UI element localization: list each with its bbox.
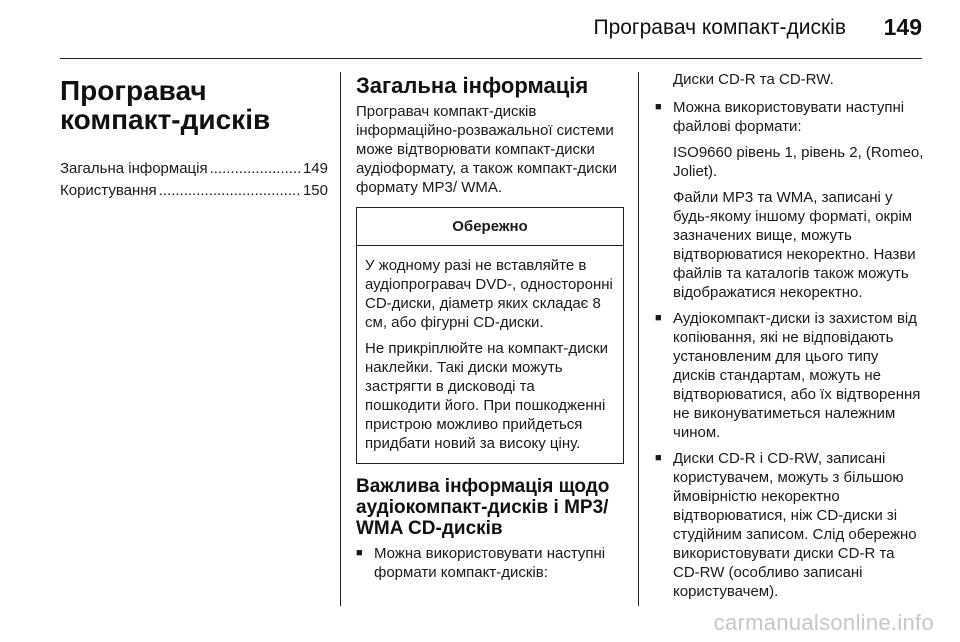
bullet-icon: ■ [655,312,662,324]
toc-item-page: 149 [302,160,328,177]
toc-item-label: Загальна інформація [60,160,208,177]
continued-text: Диски CD-R та CD-RW. [673,71,834,88]
bullet-text: Можна використовувати наступні формати компакт-дисків: [374,545,606,581]
general-info-column [356,70,624,589]
toc-item-general[interactable] [60,158,328,180]
page-number: 149 [883,14,922,40]
warning-heading: Обережно [357,208,623,246]
general-intro: Програвач компакт-дисків інформаційно-розважальної системи може відтворювати компакт-диски аудіоформату, а також компакт-диски формату MP3/ WMA. [356,103,618,196]
toc-column [60,70,328,202]
header-rule [60,58,922,59]
list-item [655,98,925,302]
bullet-text: Можна використовувати наступні файлові формати: [673,99,905,135]
watermark: carmanualsonline.info [713,610,934,635]
list-item [356,544,624,582]
column-divider-2 [638,72,639,606]
section-title-general: Загальна інформація [356,73,589,98]
toc-item-usage[interactable] [60,180,328,202]
bullet-subtext-2: Файли MP3 та WMA, записані у будь-якому іншому форматі, окрім зазначених вище, можуть відтворюватися некоректно. Назви файлів та каталогів також можуть відображатися некоректно. [673,189,916,301]
warning-paragraph-2: Не прикріплюйте на компакт-диски наклейки. Такі диски можуть застрягти в дисководі та пошкодити його. При пошкодженні пристрою можливо прийдеться придбати новий за високу ціну. [365,340,608,452]
bullet-subtext-1: ISO9660 рівень 1, рівень 2, (Romeo, Joliet). [673,144,924,180]
bullet-icon: ■ [655,101,662,113]
bullet-text: Аудіокомпакт-диски із захистом від копіювання, які не відповідають установленим для цього типу дисків стандартам, можуть не відтворюватися, або їх відтворення не виконуватиметься належним чином. [673,310,921,441]
bullet-icon: ■ [655,452,662,464]
formats-column [655,70,925,608]
list-item [655,309,925,442]
section-title-important: Важлива інформація щодо аудіокомпакт-дисків і MP3/ WMA CD-дисків [356,476,610,539]
column-divider-1 [340,72,341,606]
bullet-text: Диски CD-R і CD-RW, записані користувачем, можуть з більшою ймовірністю некоректно відтворюватися, ніж CD-диски зі студійним записом. Слід обережно використовувати диски CD-R та CD-RW (особливо записані користувачем). [673,450,917,600]
toc-item-label: Користування [60,182,157,199]
list-item [655,449,925,601]
toc-leader-dots [210,158,301,180]
toc-leader-dots [159,180,301,202]
toc-item-page: 150 [302,182,328,199]
warning-box [356,207,624,464]
header-title: Програвач компакт-дисків [593,16,846,39]
warning-paragraph-1: У жодному разі не вставляйте в аудіопрогравач DVD-, односторонні CD-диски, діаметр яких складає 8 см, або фігурні CD-диски. [365,257,613,331]
bullet-icon: ■ [356,547,363,559]
chapter-title: Програвач компакт-дисків [60,75,271,135]
warning-body [357,246,623,463]
